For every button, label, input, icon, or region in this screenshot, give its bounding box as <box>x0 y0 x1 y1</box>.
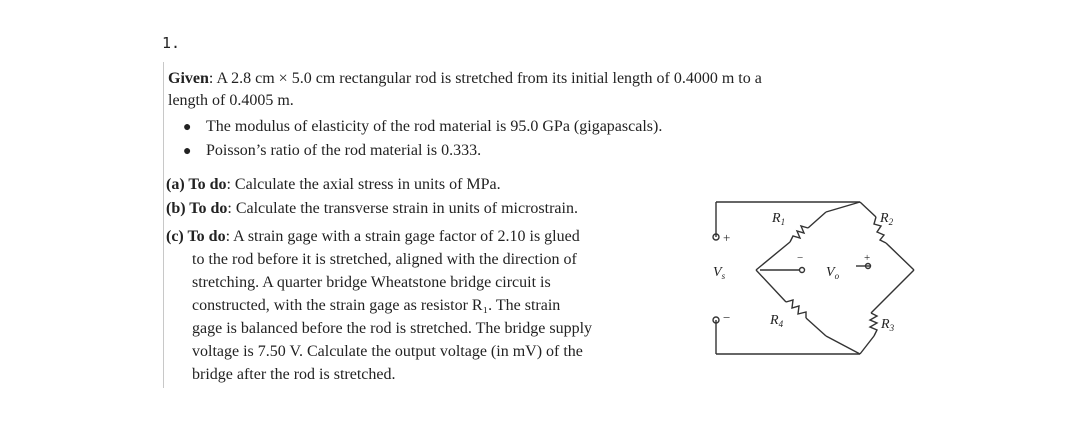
supply-plus-sign: + <box>723 230 731 245</box>
bullet-1: The modulus of elasticity of the rod material is 95.0 GPa (gigapascals). <box>206 118 663 135</box>
part-c-line-3: stretching. A quarter bridge Wheatstone bridge circuit is <box>192 274 551 291</box>
part-c-line-5: gage is balanced before the rod is stretched. The bridge supply <box>192 320 593 337</box>
r2-label: $R_2$ <box>880 211 894 227</box>
vo-label: $V_o$ <box>826 265 840 281</box>
given-label: Given <box>168 70 209 87</box>
part-a-label: (a) To do <box>166 176 227 193</box>
output-minus-sign: − <box>797 252 804 264</box>
given-text-1: : A 2.8 cm × 5.0 cm rectangular rod is stretched from its initial length of 0.4000 m to a <box>208 70 762 87</box>
given-line-1 <box>168 69 762 89</box>
problem-number: 1. <box>162 34 181 52</box>
part-b-text: : Calculate the transverse strain in units of microstrain. <box>227 200 578 217</box>
output-plus-sign: + <box>864 252 871 264</box>
given-line-2: length of 0.4005 m. <box>168 92 294 109</box>
part-c-line-7: bridge after the rod is stretched. <box>192 366 396 383</box>
part-c-line-4: constructed, with the strain gage as resistor R₁. The strain <box>192 297 561 314</box>
r1-label: $R_1$ <box>772 211 786 227</box>
wheatstone-bridge-diagram <box>700 190 925 370</box>
bullet-dot-2: ● <box>183 144 192 159</box>
part-c-line-2: to the rod before it is stretched, aligned with the direction of <box>192 251 577 268</box>
part-a <box>166 175 501 195</box>
r4-label: $R_4$ <box>770 313 784 329</box>
vs-label: $V_s$ <box>713 265 726 281</box>
part-c <box>166 227 580 247</box>
bullet-2: Poisson’s ratio of the rod material is 0.333. <box>206 142 482 159</box>
r3-label: $R_3$ <box>881 317 895 333</box>
part-c-text-1: : A strain gage with a strain gage factor of 2.10 is glued <box>225 228 580 245</box>
supply-minus-sign: − <box>723 310 731 325</box>
part-b-label: (b) To do <box>166 200 228 217</box>
part-c-label: (c) To do <box>166 228 226 245</box>
part-c-line-6: voltage is 7.50 V. Calculate the output voltage (in mV) of the <box>192 343 583 360</box>
part-b <box>166 199 578 219</box>
bullet-dot-1: ● <box>183 120 192 135</box>
part-a-text: : Calculate the axial stress in units of MPa. <box>226 176 501 193</box>
